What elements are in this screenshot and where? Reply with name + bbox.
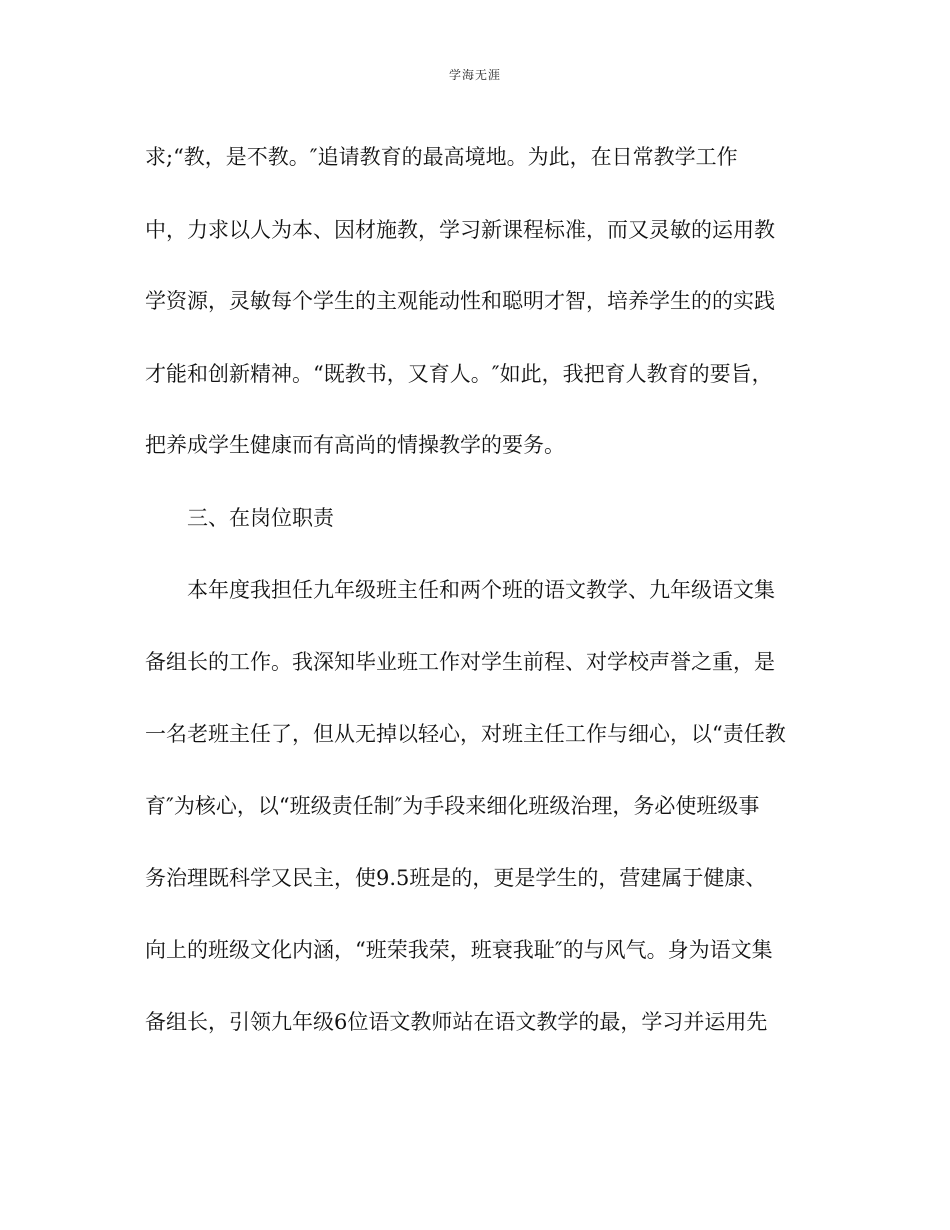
body-line-3: 学资源，灵敏每个学生的主观能动性和聪明才智，培养学生的的实践 xyxy=(145,289,775,313)
body-line-8: 备组长的工作。我深知毕业班工作对学生前程、对学校声誉之重，是 xyxy=(145,650,775,674)
body-line-11: 务治理既科学又民主，使9.5班是的，更是学生的，营建属于健康、 xyxy=(145,866,767,890)
body-line-1: 求;“教，是不教。″追请教育的最高境地。为此，在日常教学工作 xyxy=(145,145,738,169)
page-header: 学海无涯 xyxy=(448,68,501,82)
body-line-12: 向上的班级文化内涵，“班荣我荣，班衰我耻″的与风气。身为语文集 xyxy=(145,938,773,962)
section-heading: 三、在岗位职责 xyxy=(187,506,334,530)
body-line-4: 才能和创新精神。“既教书，又育人。″如此，我把育人教育的要旨， xyxy=(145,362,773,386)
body-line-5: 把养成学生健康而有高尚的情操教学的要务。 xyxy=(145,433,565,457)
body-line-10: 育″为核心，以“班级责任制″为手段来细化班级治理，务必使班级事 xyxy=(145,794,760,818)
body-line-9: 一名老班主任了，但从无掉以轻心，对班主任工作与细心，以“责任教 xyxy=(145,722,786,746)
body-line-13: 备组长，引领九年级6位语文教师站在语文教学的最，学习并运用先 xyxy=(145,1010,768,1034)
body-line-2: 中，力求以人为本、因材施教，学习新课程标准，而又灵敏的运用教 xyxy=(145,218,775,242)
body-line-7: 本年度我担任九年级班主任和两个班的语文教学、九年级语文集 xyxy=(187,578,775,602)
